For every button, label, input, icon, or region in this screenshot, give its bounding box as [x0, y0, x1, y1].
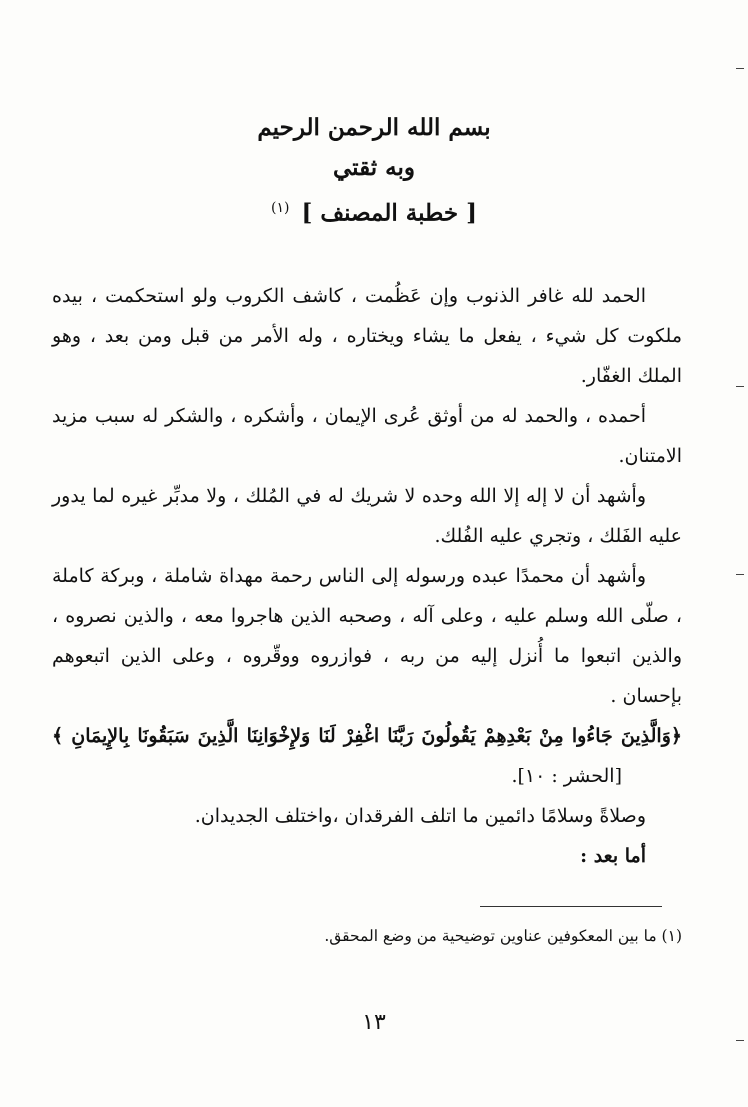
- section-title-text: [ خطبة المصنف ]: [301, 199, 478, 227]
- paragraph-thanks: أحمده ، والحمد له من أوثق عُرى الإيمان ، وأشكره ، والشكر له سبب مزيد الامتنان.: [52, 405, 682, 467]
- quran-reference: [الحشر : ١٠].: [511, 765, 622, 787]
- page-header: [0, 108, 748, 234]
- footnote: (١) ما بين المعكوفين عناوين توضيحية من وضع المحقق.: [324, 927, 682, 945]
- margin-mark: [736, 68, 744, 69]
- subtitle: وبه ثقتي: [333, 154, 415, 181]
- paragraph-prophet: وأشهد أن محمدًا عبده ورسوله إلى الناس رحمة مهداة شاملة ، وبركة كاملة ، صلّى الله وسلم عليه ، وعلى آله ، وصحبه الذين هاجروا معه ، والذين نصروه ، والذين اتبعوا ما أُنزل إليه من ربه ، فوازروه ووقّروه ، وعلى الذين اتبعوهم بإحسان .: [52, 565, 682, 707]
- margin-mark: [736, 574, 744, 575]
- quran-verse: [52, 716, 682, 796]
- quran-verse-text: ﴿وَالَّذِينَ جَاءُوا مِنْ بَعْدِهِمْ يَقُولُونَ رَبَّنَا اغْفِرْ لَنَا وَلإِخْوَانِنَا الَّذِينَ سَبَقُونَا بِالإِيمَانِ ﴾: [52, 725, 682, 747]
- paragraph-shahada: وأشهد أن لا إله إلا الله وحده لا شريك له في المُلك ، ولا مدبِّر غيره لما يدور عليه الفَلك ، وتجري عليه الفُلك.: [52, 485, 682, 547]
- body-text: [52, 276, 682, 876]
- amma-baad-heading: أما بعد :: [580, 845, 646, 867]
- margin-mark: [736, 1040, 744, 1041]
- paragraph-praise: الحمد لله غافر الذنوب وإن عَظُمت ، كاشف الكروب ولو استحكمت ، بيده ملكوت كل شيء ، يفعل ما يشاء ويختاره ، وله الأمر من قبل ومن بعد ، وهو الملك الغفّار.: [52, 285, 682, 387]
- footnote-divider: [480, 906, 662, 907]
- basmala: بسم الله الرحمن الرحيم: [257, 114, 491, 141]
- margin-mark: [736, 386, 744, 387]
- paragraph-closing: وصلاةً وسلامًا دائمين ما اتلف الفرقدان ،واختلف الجديدان.: [194, 805, 646, 827]
- section-title: [0, 188, 748, 234]
- page-number: ١٣: [362, 1010, 386, 1035]
- footnote-reference: (١): [270, 200, 290, 216]
